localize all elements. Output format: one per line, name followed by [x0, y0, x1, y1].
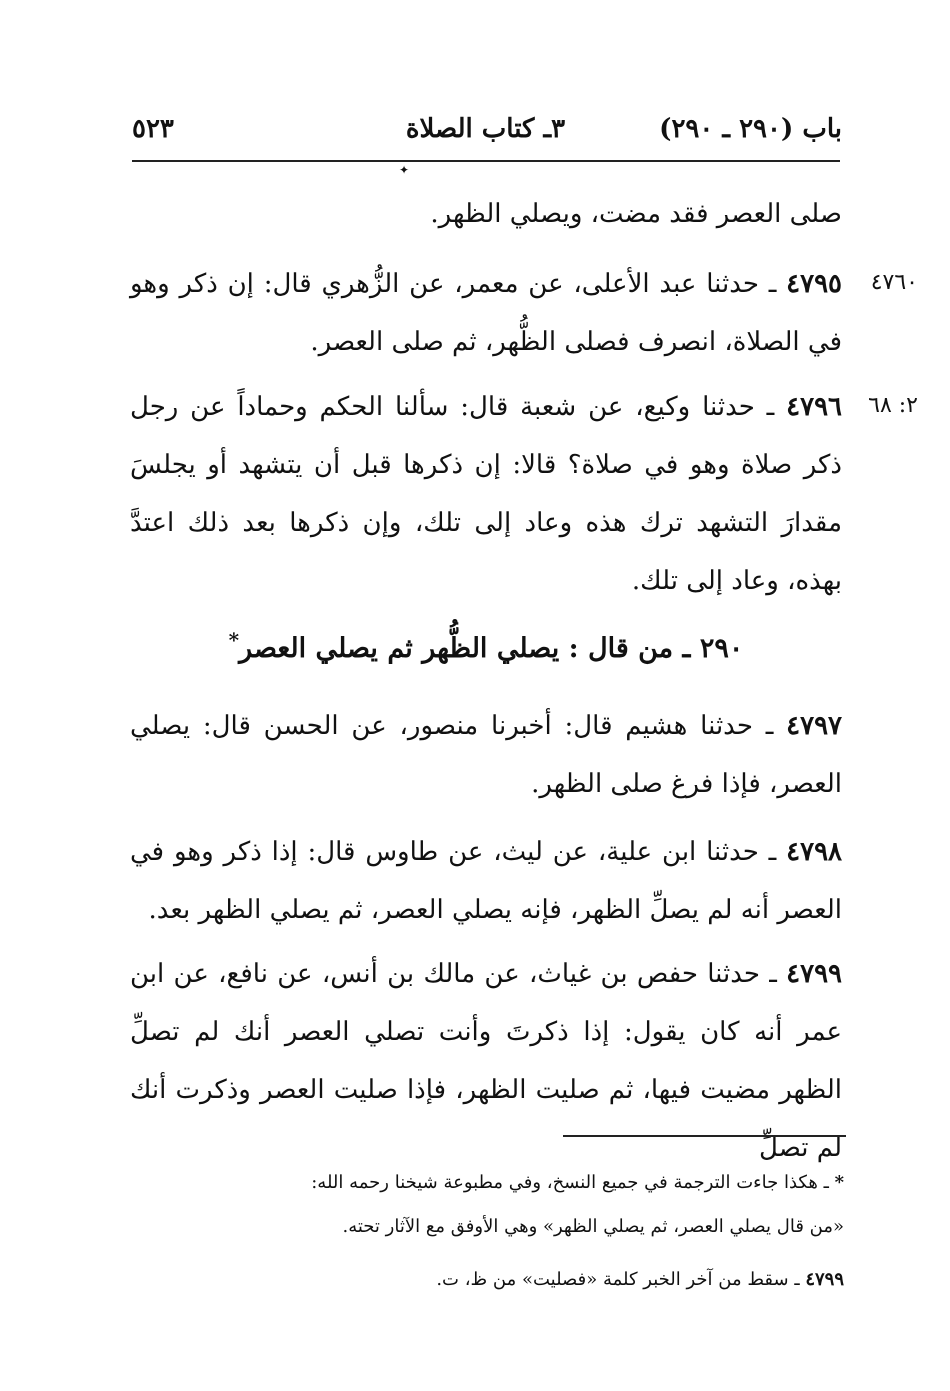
- paragraph-continuation: [130, 185, 842, 243]
- footnote-number: ٤٧٩٩: [805, 1269, 844, 1290]
- footnote-text: ـ هكذا جاءت الترجمة في جميع النسخ، وفي مطبوعة شيخنا رحمه الله:: [311, 1172, 835, 1193]
- footnote-text: ـ سقط من آخر الخبر كلمة «فصليت» من ظ، ت.: [436, 1269, 806, 1290]
- hadith-number: ٤٧٩٨: [786, 837, 842, 867]
- hadith-4795: [130, 255, 842, 371]
- footnote-rule: [563, 1135, 846, 1137]
- section-heading: [130, 628, 842, 664]
- hadith-4797: [130, 697, 842, 813]
- chapter-range: باب (٢٩٠ ـ ٢٩٠): [659, 114, 842, 144]
- footnote-2: [130, 1262, 844, 1298]
- hadith-text: ـ حدثنا ابن علية، عن ليث، عن طاوس قال: إذا ذكر وهو في العصر أنه لم يصلِّ الظهر، فإنه يصلي العصر، ثم يصلي الظهر بعد.: [130, 837, 842, 925]
- footnote-1-line-1: [130, 1165, 844, 1201]
- hadith-text: ـ حدثنا وكيع، عن شعبة قال: سألنا الحكم وحماداً عن رجل ذكر صلاة وهو في صلاة؟ قالا: إن ذكرها قبل أن يتشهد أو يجلسَ مقدارَ التشهد ترك هذه وعاد إلى تلك، وإن ذكرها بعد ذلك اعتدَّ بهذه، وعاد إلى تلك.: [130, 392, 842, 596]
- header-ornament: ✦: [399, 163, 410, 177]
- page-number: ٥٢٣: [132, 114, 174, 144]
- hadith-number: ٤٧٩٧: [786, 711, 842, 741]
- footnote-marker: *: [228, 628, 240, 652]
- book-title: ٣ـ كتاب الصلاة: [405, 114, 566, 144]
- hadith-text: ـ حدثنا هشيم قال: أخبرنا منصور، عن الحسن قال: يصلي العصر، فإذا فرغ صلى الظهر.: [130, 711, 842, 799]
- hadith-text: ـ حدثنا عبد الأعلى، عن معمر، عن الزُّهري قال: إن ذكر وهو في الصلاة، انصرف فصلى الظُّهر، ثم صلى العصر.: [130, 269, 842, 357]
- footnote-1-line-2: «من قال يصلي العصر، ثم يصلي الظهر» وهي الأوفق مع الآثار تحته.: [342, 1216, 844, 1237]
- hadith-4799: [130, 945, 842, 1177]
- hadith-number: ٤٧٩٩: [786, 959, 842, 989]
- section-heading-text: ٢٩٠ ـ من قال : يصلي الظُّهر ثم يصلي العصر: [239, 633, 744, 664]
- paragraph-text: صلى العصر فقد مضت، ويصلي الظهر.: [430, 199, 842, 229]
- header-rule: [132, 160, 840, 162]
- hadith-text: ـ حدثنا حفص بن غياث، عن مالك بن أنس، عن نافع، عن ابن عمر أنه كان يقول: إذا ذكرتَ وأنت تصلي العصر أنك لم تصلِّ الظهر مضيت فيها، ثم صليت الظهر، فإذا صليت العصر وذكرت أنك لم تصلِّ: [130, 959, 842, 1163]
- hadith-number: ٤٧٩٥: [786, 269, 842, 299]
- footnote-marker: *: [834, 1172, 844, 1193]
- hadith-4798: [130, 823, 842, 939]
- hadith-4796: [130, 378, 842, 610]
- hadith-number: ٤٧٩٦: [786, 392, 842, 422]
- margin-reference: ٤٧٦٠: [870, 270, 918, 295]
- margin-reference: ٢: ٦٨: [868, 393, 918, 418]
